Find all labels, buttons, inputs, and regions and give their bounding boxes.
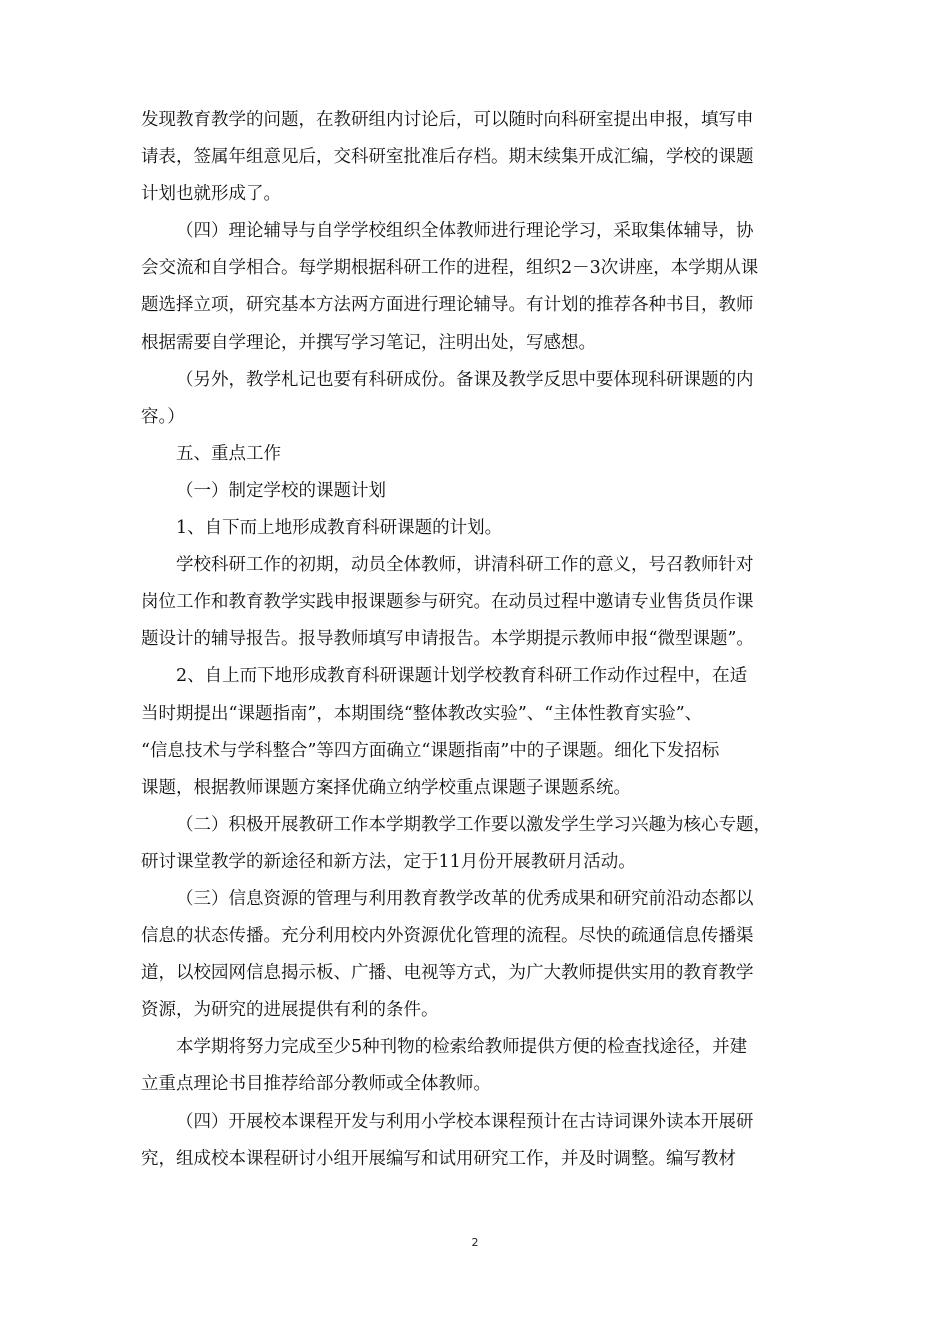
- text-line: 题选择立项，研究基本方法两方面进行理论辅导。有计划的推荐各种书目，教师: [141, 295, 754, 316]
- page-number: 2: [471, 1236, 479, 1249]
- text-line: 2、自上而下地形成教育科研课题计划学校教育科研工作动作过程中，在适: [176, 666, 748, 687]
- text-line: 题设计的辅导报告。报导教师填写申请报告。本学期提示教师申报“微型课题”。: [141, 629, 754, 650]
- text-line: 容。）: [141, 406, 185, 427]
- text-line: 请表，签属年组意见后，交科研室批准后存档。期末续集开成汇编，学校的课题: [141, 147, 754, 168]
- text-line: 信息的状态传播。充分利用校内外资源优化管理的流程。尽快的疏通信息传播渠: [141, 926, 754, 947]
- text-line: 发现教育教学的问题，在教研组内讨论后，可以随时向科研室提出申报，填写申: [141, 110, 754, 130]
- text-line: （四）开展校本课程开发与利用小学校本课程预计在古诗词课外读本开展研: [176, 1111, 754, 1132]
- text-line: 本学期将努力完成至少5种刊物的检索给教师提供方便的检查找途径，并建: [176, 1037, 748, 1058]
- text-line: （四）理论辅导与自学学校组织全体教师进行理论学习，采取集体辅导，协: [176, 221, 754, 242]
- text-line: （三）信息资源的管理与利用教育教学改革的优秀成果和研究前沿动态都以: [176, 888, 754, 909]
- text-line: 学校科研工作的初期，动员全体教师，讲清科研工作的意义，号召教师针对: [176, 555, 754, 576]
- text-line: 根据需要自学理论，并撰写学习笔记，注明出处，写感想。: [141, 332, 596, 353]
- text-line: 研讨课堂教学的新途径和新方法，定于11月份开展教研月活动。: [141, 851, 636, 872]
- text-line: 1、自下而上地形成教育科研课题的计划。: [176, 518, 503, 539]
- text-line: 岗位工作和教育教学实践申报课题参与研究。在动员过程中邀请专业售货员作课: [141, 592, 754, 613]
- text-line: （二）积极开展教研工作本学期教学工作要以激发学生学习兴趣为核心专题，: [176, 814, 771, 835]
- text-line: 当时期提出“课题指南”，本期围绕“整体教改实验”、“主体性教育实验”、: [141, 703, 703, 724]
- text-line: 立重点理论书目推荐给部分教师或全体教师。: [141, 1074, 491, 1095]
- body-text: [141, 102, 827, 1178]
- text-line: 计划也就形成了。: [141, 184, 281, 205]
- text-line: 会交流和自学相合。每学期根据科研工作的进程，组织2－3次讲座，本学期从课: [141, 258, 759, 279]
- subsection-heading: （一）制定学校的课题计划: [176, 480, 386, 501]
- section-heading: 五、重点工作: [176, 443, 281, 464]
- text-line: 课题，根据教师课题方案择优确立纳学校重点课题子课题系统。: [141, 777, 631, 798]
- text-line: 究，组成校本课程研讨小组开展编写和试用研究工作，并及时调整。编写教材: [141, 1148, 736, 1169]
- text-line: “信息技术与学科整合”等四方面确立“课题指南”中的子课题。细化下发招标: [141, 740, 720, 761]
- text-line: 道，以校园网信息揭示板、广播、电视等方式，为广大教师提供实用的教育教学: [141, 963, 754, 984]
- text-line: （另外，教学札记也要有科研成份。备课及教学反思中要体现科研课题的内: [176, 369, 754, 390]
- text-line: 资源，为研究的进展提供有利的条件。: [141, 1000, 439, 1021]
